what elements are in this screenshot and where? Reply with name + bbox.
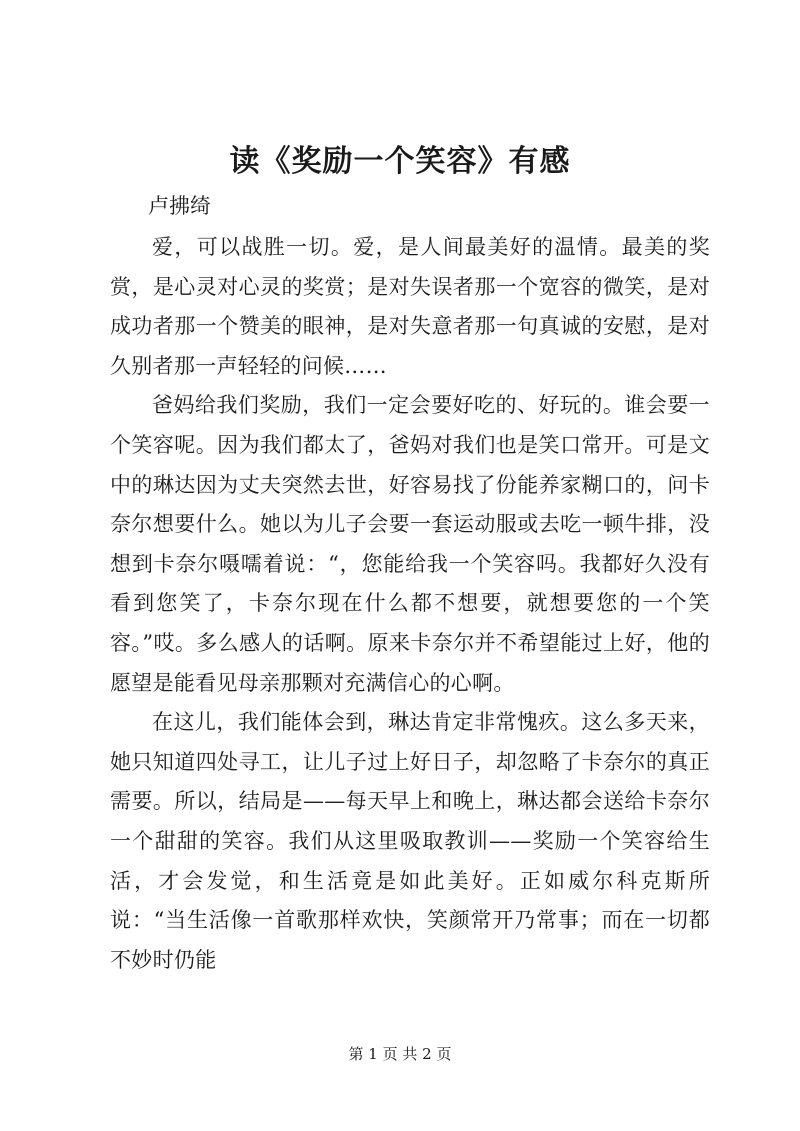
page-number-footer: 第 1 页 共 2 页: [348, 1045, 452, 1063]
author-name: 卢拂绮: [148, 194, 211, 218]
paragraph: 在这儿，我们能体会到，琳达肯定非常愧疚。这么多天来，她只知道四处寻工，让儿子过上好日子，却忽略了卡奈尔的真正需要。所以，结局是——每天早上和晚上，琳达都会送给卡奈尔一个甜甜的笑容。我们从这里吸取教训——奖励一个笑容给生活，才会发觉，和生活竟是如此美好。正如威尔科克斯所说：“当生活像一首歌那样欢快，笑颜常开乃常事；而在一切都不妙时仍能: [110, 710, 710, 972]
paragraph: 爸妈给我们奖励，我们一定会要好吃的、好玩的。谁会要一个笑容呢。因为我们都太了，爸妈对我们也是笑口常开。可是文中的琳达因为丈夫突然去世，好容易找了份能养家糊口的，问卡奈尔想要什么。她以为儿子会要一套运动服或去吃一顿牛排，没想到卡奈尔嗫嚅着说：“，您能给我一个笑容吗。我都好久没有看到您笑了，卡奈尔现在什么都不想要，就想要您的一个笑容。”哎。多么感人的话啊。原来卡奈尔并不希望能过上好，他的愿望是能看见母亲那颗对充满信心的心啊。: [110, 393, 710, 695]
document-title: 读《奖励一个笑容》有感: [229, 144, 571, 179]
paragraph: 爱，可以战胜一切。爱，是人间最美好的温情。最美的奖赏，是心灵对心灵的奖赏；是对失误者那一个宽容的微笑，是对成功者那一个赞美的眼神，是对失意者那一句真诚的安慰，是对久别者那一声轻轻的问候……: [110, 235, 710, 378]
document-body: [110, 228, 710, 980]
